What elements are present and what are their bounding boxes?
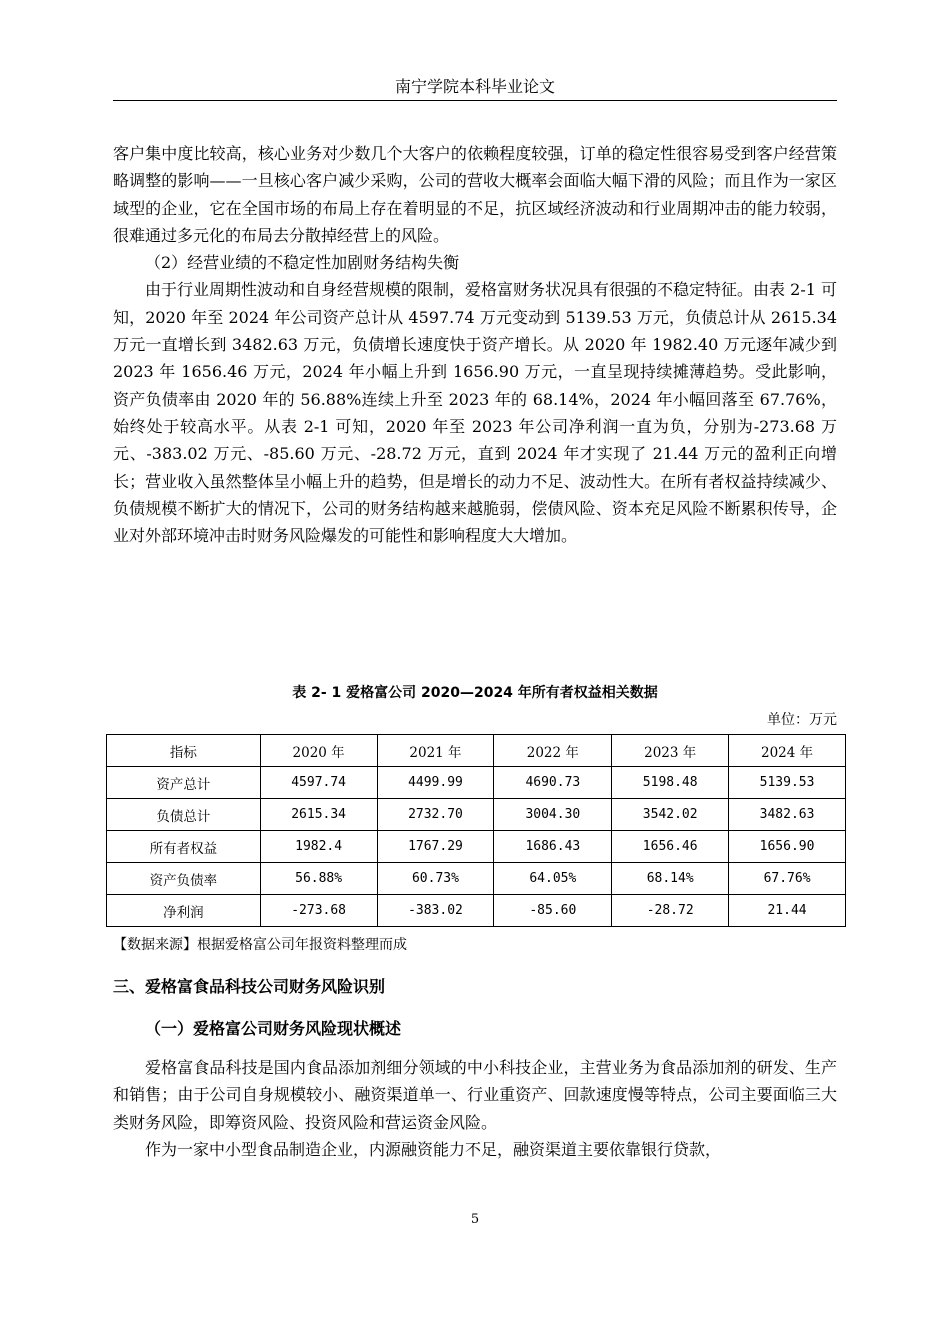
table-cell: 1982.4: [260, 831, 377, 863]
section-heading: 三、爱格富食品科技公司财务风险识别: [113, 977, 386, 996]
table-cell: 56.88%: [260, 863, 377, 895]
table-row: [107, 895, 846, 927]
table-cell: 60.73%: [377, 863, 494, 895]
paragraph-continuation: 客户集中度比较高，核心业务对少数几个大客户的依赖程度较强，订单的稳定性很容易受到客户经营策略调整的影响——一旦核心客户减少采购，公司的营收大概率会面临大幅下滑的风险；而且作为一家区域型的企业，它在全国市场的布局上存在着明显的不足，抗区域经济波动和行业周期冲击的能力较弱，很难通过多元化的布局去分散掉经营上的风险。: [113, 144, 837, 245]
table-header-cell: 2020 年: [260, 735, 377, 767]
page-header-title: 南宁学院本科毕业论文: [394, 77, 555, 96]
table-cell: 4690.73: [494, 767, 612, 799]
table-header-cell: 2023 年: [612, 735, 729, 767]
header-divider: [113, 100, 837, 101]
table-cell: 68.14%: [612, 863, 729, 895]
body-text-top: [113, 140, 837, 549]
table-unit: 单位：万元: [767, 712, 837, 728]
table-cell: 67.76%: [729, 863, 846, 895]
table-row: [107, 863, 846, 895]
table-cell: -28.72: [612, 895, 729, 927]
paragraph-analysis: 由于行业周期性波动和自身经营规模的限制，爱格富财务状况具有很强的不稳定特征。由表 2-1 可知，2020 年至 2024 年公司资产总计从 4597.74 万元变动到 5139.53 万元，负债总计从 2615.34 万元一直增长到 3482.63 万元，负债增长速度快于资产增长。从 2020 年 1982.40 万元逐年减少到 2023 年 1656.46 万元，2024 年小幅上升到 1656.90 万元，一直呈现持续摊薄趋势。受此影响，资产负债率由 2020 年的 56.88%连续上升至 2023 年的 68.14%，2024 年小幅回落至 67.76%，始终处于较高水平。从表 2-1 可知，2020 年至 2023 年公司净利润一直为负，分别为-273.68 万元、-383.02 万元、-85.60 万元、-28.72 万元，直到 2024 年才实现了 21.44 万元的盈利正向增长；营业收入虽然整体呈小幅上升的趋势，但是增长的动力不足、波动性大。在所有者权益持续减少、负债规模不断扩大的情况下，公司的财务结构越来越脆弱，偿债风险、资本充足风险不断累积传导，企业对外部环境冲击时财务风险爆发的可能性和影响程度大大增加。: [113, 280, 837, 546]
table-header-row: [107, 735, 846, 767]
table-source-note: 【数据来源】根据爱格富公司年报资料整理而成: [113, 937, 407, 953]
table-cell: -273.68: [260, 895, 377, 927]
table-row-label: 资产负债率: [107, 863, 261, 895]
paragraph-overview: 爱格富食品科技是国内食品添加剂细分领域的中小科技企业，主营业务为食品添加剂的研发、生产和销售；由于公司自身规模较小、融资渠道单一、行业重资产、回款速度慢等特点，公司主要面临三大类财务风险，即筹资风险、投资风险和营运资金风险。: [113, 1058, 837, 1132]
table-header-cell: 2021 年: [377, 735, 494, 767]
table-row: [107, 831, 846, 863]
table-header-cell: 2022 年: [494, 735, 612, 767]
paragraph-financing: 作为一家中小型食品制造企业，内源融资能力不足，融资渠道主要依靠银行贷款，: [145, 1139, 722, 1159]
table-cell: 3482.63: [729, 799, 846, 831]
table-cell: 4597.74: [260, 767, 377, 799]
table-caption: 表 2- 1 爱格富公司 2020—2024 年所有者权益相关数据: [292, 685, 658, 701]
table-header-cell: 指标: [107, 735, 261, 767]
table-cell: 1686.43: [494, 831, 612, 863]
table-row-label: 所有者权益: [107, 831, 261, 863]
body-text-bottom: [113, 1054, 837, 1163]
equity-data-table: [106, 734, 846, 927]
table-cell: 4499.99: [377, 767, 494, 799]
subsection-heading: （一）爱格富公司财务风险现状概述: [145, 1019, 402, 1038]
table-row: [107, 799, 846, 831]
table-row-label: 资产总计: [107, 767, 261, 799]
table-cell: -85.60: [494, 895, 612, 927]
table-cell: 5139.53: [729, 767, 846, 799]
table-cell: 3004.30: [494, 799, 612, 831]
page-number: 5: [470, 1212, 480, 1227]
table-cell: 21.44: [729, 895, 846, 927]
table-row: [107, 767, 846, 799]
table-header-cell: 2024 年: [729, 735, 846, 767]
table-cell: 3542.02: [612, 799, 729, 831]
table-cell: -383.02: [377, 895, 494, 927]
table-cell: 1767.29: [377, 831, 494, 863]
table-cell: 5198.48: [612, 767, 729, 799]
table-row-label: 净利润: [107, 895, 261, 927]
table-cell: 2615.34: [260, 799, 377, 831]
table-cell: 64.05%: [494, 863, 612, 895]
table-cell: 2732.70: [377, 799, 494, 831]
table-row-label: 负债总计: [107, 799, 261, 831]
table-cell: 1656.90: [729, 831, 846, 863]
subheading-2: （2）经营业绩的不稳定性加剧财务结构失衡: [145, 253, 460, 273]
table-cell: 1656.46: [612, 831, 729, 863]
